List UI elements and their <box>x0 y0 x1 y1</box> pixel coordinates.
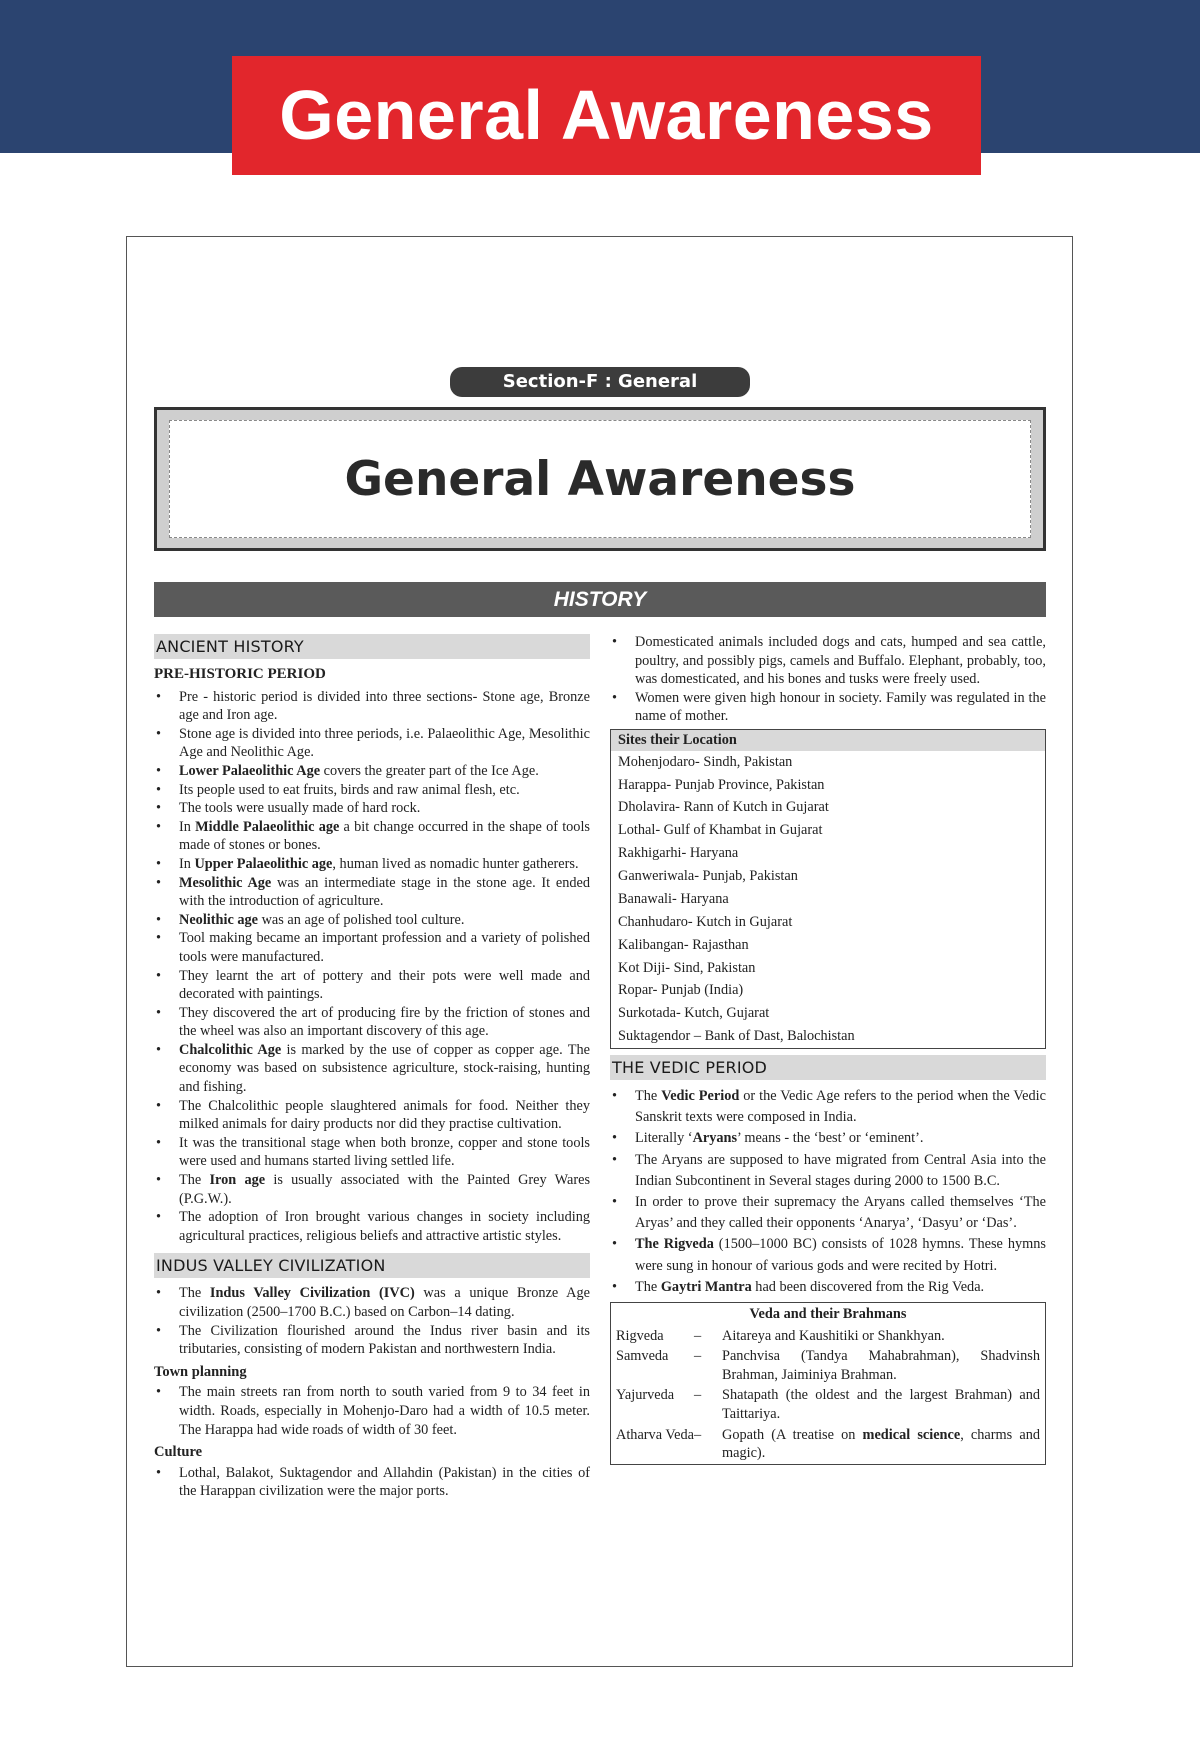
sites-table-row: Kalibangan- Rajasthan <box>618 936 749 953</box>
veda-brahmans-text-bold: medical science <box>862 1426 961 1443</box>
indus-valley-heading: INDUS VALLEY CIVILIZATION <box>154 1253 590 1278</box>
list-item-text-pre: Stone age is divided into three periods, i.e. Palaeolithic Age, Mesolithic Age and Neolithic Age. <box>179 725 590 761</box>
list-item <box>154 1322 590 1359</box>
list-item <box>154 1097 590 1134</box>
sites-table-heading: Sites their Location <box>611 730 1045 751</box>
list-item <box>154 1464 590 1501</box>
veda-table-row <box>611 1425 1045 1464</box>
culture-list <box>154 1464 590 1501</box>
chapter-title: General Awareness <box>169 420 1031 538</box>
veda-brahmans <box>722 1426 1040 1463</box>
list-item-text-bold: Middle Palaeolithic age <box>195 818 340 835</box>
veda-name: Yajurveda <box>616 1387 675 1404</box>
culture-heading: Culture <box>154 1444 203 1461</box>
list-item <box>610 1277 1046 1298</box>
list-item-text-pre: In order to prove their supremacy the Aryans called themselves ‘The Aryas’ and they called their opponents ‘Anarya’, ‘Dasyu’ or ‘Das’. <box>635 1193 1046 1232</box>
list-item-text-pre: In <box>179 818 196 835</box>
veda-name: Atharva Veda <box>616 1426 694 1443</box>
sites-table-row: Kot Diji- Sind, Pakistan <box>618 959 756 976</box>
subject-bar: HISTORY <box>154 582 1046 617</box>
veda-table-row <box>611 1346 1045 1385</box>
list-item <box>610 633 1046 689</box>
list-item-text-bold: Gaytri Mantra <box>660 1278 752 1295</box>
sites-table-row: Ganweriwala- Punjab, Pakistan <box>618 868 798 885</box>
list-item <box>154 1134 590 1171</box>
list-item <box>610 1150 1046 1192</box>
list-item-text-pre: They discovered the art of producing fire by the friction of stones and the wheel was also an important discovery of this age. <box>179 1004 590 1040</box>
list-item-text-pre: Women were given high honour in society. Family was regulated in the name of mother. <box>635 689 1046 725</box>
right-column <box>610 633 1046 1471</box>
list-item-text-post: was an intermediate stage in the stone age. It ended with the introduction of agriculture. <box>179 874 590 910</box>
list-item-text-pre: The Chalcolithic people slaughtered animals for food. Neither they milked animals for dairy products nor did they practise cultivation. <box>179 1097 590 1133</box>
sites-table-row: Lothal- Gulf of Khambat in Gujarat <box>618 822 823 839</box>
list-item <box>154 929 590 966</box>
veda-table-row <box>611 1326 1045 1347</box>
veda-table-body <box>611 1326 1045 1464</box>
veda-brahmans-text-pre: Gopath (A treatise on <box>722 1426 863 1443</box>
list-item-text-pre: The <box>179 1172 210 1189</box>
list-item <box>154 688 590 725</box>
list-item <box>154 1171 590 1208</box>
list-item-text-pre: Literally ‘ <box>635 1130 693 1147</box>
list-item <box>610 689 1046 726</box>
town-planning-list <box>154 1383 590 1439</box>
list-item-text-post: a bit change occurred in the shape of tools made of stones or bones. <box>179 818 590 854</box>
sites-table-row: Chanhudaro- Kutch in Gujarat <box>618 913 793 930</box>
veda-table-row <box>611 1385 1045 1424</box>
veda-brahmans <box>722 1386 1040 1423</box>
veda-brahmans-text-pre: Panchvisa (Tandya Mahabrahman), Shadvinsh Brahman, Jaiminiya Brahman. <box>722 1348 1040 1383</box>
list-item <box>154 874 590 911</box>
ancient-history-heading: ANCIENT HISTORY <box>154 634 590 659</box>
veda-dash: – <box>694 1348 702 1365</box>
list-item-text-pre: The Civilization flourished around the Indus river basin and its tributaries, consisting of modern Pakistan and northwestern India. <box>179 1322 590 1358</box>
list-item-text-pre: The adoption of Iron brought various changes in society including agricultural practices, religious beliefs and attractive artistic styles. <box>179 1209 590 1244</box>
sites-table-row: Suktagendor – Bank of Dast, Balochistan <box>618 1028 855 1045</box>
veda-brahmans <box>722 1347 1040 1384</box>
list-item-text-post: or the Vedic Age refers to the period when the Vedic Sanskrit texts were composed in India. <box>635 1087 1046 1126</box>
vedic-period-heading: THE VEDIC PERIOD <box>610 1055 1046 1080</box>
veda-name: Samveda <box>616 1348 669 1365</box>
list-item-text-bold: Neolithic age <box>179 911 259 928</box>
vedic-period-list <box>610 1086 1046 1298</box>
veda-brahmans-text-pre: Shatapath (the oldest and the largest Brahman) and Taittariya. <box>722 1387 1040 1422</box>
sites-table-row: Surkotada- Kutch, Gujarat <box>618 1005 770 1022</box>
list-item-text-pre: It was the transitional stage when both bronze, copper and stone tools were used and humans started living settled life. <box>179 1134 590 1170</box>
list-item-text-pre: The <box>635 1278 661 1295</box>
veda-dash: – <box>694 1426 702 1443</box>
list-item-text-pre: The <box>179 1285 210 1302</box>
list-item-text-pre: The <box>635 1087 662 1104</box>
list-item-text-bold: Indus Valley Civilization (IVC) <box>209 1285 415 1302</box>
list-item <box>154 1004 590 1041</box>
veda-dash: – <box>694 1327 702 1344</box>
sites-table-body <box>611 751 1045 1048</box>
list-item-text-post: , human lived as nomadic hunter gatherers. <box>332 855 579 872</box>
list-item-text-pre: Its people used to eat fruits, birds and raw animal flesh, etc. <box>179 781 520 798</box>
list-item-text-bold: Vedic Period <box>661 1087 740 1104</box>
list-item-text-post: ’ means - the ‘best’ or ‘eminent’. <box>737 1130 924 1147</box>
list-item <box>154 818 590 855</box>
list-item <box>154 1284 590 1321</box>
town-planning-heading: Town planning <box>154 1363 247 1380</box>
veda-dash: – <box>694 1387 702 1404</box>
list-item-text-post: is marked by the use of copper as copper age. The economy was based on subsistence agriculture, stock-raising, hunting and fishing. <box>179 1041 590 1096</box>
list-item <box>154 967 590 1004</box>
list-item-text-pre: Lothal, Balakot, Suktagendor and Allahdin (Pakistan) in the cities of the Harappan civilization were the major ports. <box>179 1464 590 1500</box>
list-item-text-bold: Aryans <box>692 1130 738 1147</box>
sites-table-row: Dholavira- Rann of Kutch in Gujarat <box>618 799 829 816</box>
list-item-text-pre: Pre - historic period is divided into three sections- Stone age, Bronze age and Iron age. <box>179 688 590 724</box>
sites-table-row: Ropar- Punjab (India) <box>618 982 744 999</box>
prehistoric-list <box>154 688 590 1246</box>
sites-table-row: Mohenjodaro- Sindh, Pakistan <box>618 753 793 770</box>
list-item <box>610 1086 1046 1128</box>
veda-brahmans-text-pre: Aitareya and Kaushitiki or Shankhyan. <box>722 1327 945 1344</box>
list-item-text-pre: The main streets ran from north to south varied from 9 to 34 feet in width. Roads, especially in Mohenjo-Daro had a width of 10.5 meter. The Harappa had wide roads of width of 30 feet. <box>179 1384 590 1438</box>
list-item <box>154 1208 590 1245</box>
list-item-text-post: (1500–1000 BC) consists of 1028 hymns. These hymns were sung in honour of various gods and were recited by Hotri. <box>635 1236 1046 1274</box>
list-item <box>154 725 590 762</box>
list-item-text-bold: Chalcolithic Age <box>179 1041 282 1058</box>
veda-name: Rigveda <box>616 1327 664 1344</box>
sites-table-row: Banawali- Haryana <box>618 890 729 907</box>
veda-table <box>610 1302 1046 1465</box>
sites-table-row: Rakhigarhi- Haryana <box>618 845 739 862</box>
list-item-text-pre: The tools were usually made of hard rock. <box>179 800 421 817</box>
sites-table <box>610 729 1046 1049</box>
list-item <box>610 1128 1046 1149</box>
veda-brahmans <box>722 1327 1040 1346</box>
list-item-text-post: covers the greater part of the Ice Age. <box>320 762 539 779</box>
list-item-text-post: was a unique Bronze Age civilization (2500–1700 B.C.) based on Carbon–14 dating. <box>179 1285 590 1320</box>
left-column <box>154 634 590 1501</box>
list-item <box>154 799 590 818</box>
banner-title: General Awareness <box>232 56 981 175</box>
list-item <box>610 1192 1046 1234</box>
list-item-text-post: had been discovered from the Rig Veda. <box>751 1278 985 1295</box>
veda-table-heading: Veda and their Brahmans <box>749 1305 907 1322</box>
list-item-text-bold: The Rigveda <box>635 1236 714 1253</box>
list-item-text-pre: In <box>179 855 195 872</box>
list-item-text-bold: Lower Palaeolithic Age <box>179 762 321 779</box>
list-item <box>154 1383 590 1439</box>
sites-table-row: Harappa- Punjab Province, Pakistan <box>618 776 825 793</box>
veda-brahmans-text-post: , charms and magic). <box>722 1426 1041 1462</box>
list-item <box>154 762 590 781</box>
list-item-text-pre: The Aryans are supposed to have migrated from Central Asia into the Indian Subcontinent in Several stages during 2000 to 1500 B.C. <box>635 1151 1046 1189</box>
list-item-text-bold: Mesolithic Age <box>179 874 272 891</box>
list-item-text-pre: Domesticated animals included dogs and cats, humped and sea cattle, poultry, and possibly pigs, camels and Buffalo. Elephant, probably, too, was domesticated, and his bones and tusks were freely used. <box>635 634 1046 688</box>
indus-culture-list <box>610 633 1046 726</box>
list-item-text-bold: Upper Palaeolithic age <box>194 855 333 872</box>
list-item-text-post: was an age of polished tool culture. <box>258 911 465 928</box>
list-item-text-bold: Iron age <box>209 1172 266 1189</box>
section-label: Section-F : General <box>450 367 750 397</box>
list-item <box>154 855 590 874</box>
list-item <box>154 911 590 930</box>
list-item-text-pre: They learnt the art of pottery and their pots were well made and decorated with paintings. <box>179 967 590 1003</box>
list-item <box>610 1234 1046 1276</box>
chapter-title-box <box>154 407 1046 551</box>
indus-valley-list <box>154 1284 590 1358</box>
list-item-text-post: is usually associated with the Painted Grey Wares (P.G.W.). <box>179 1172 591 1207</box>
list-item <box>154 1041 590 1097</box>
prehistoric-period-heading: PRE-HISTORIC PERIOD <box>154 666 326 682</box>
list-item-text-pre: Tool making became an important profession and a variety of polished tools were manufactured. <box>179 930 590 965</box>
list-item <box>154 781 590 800</box>
